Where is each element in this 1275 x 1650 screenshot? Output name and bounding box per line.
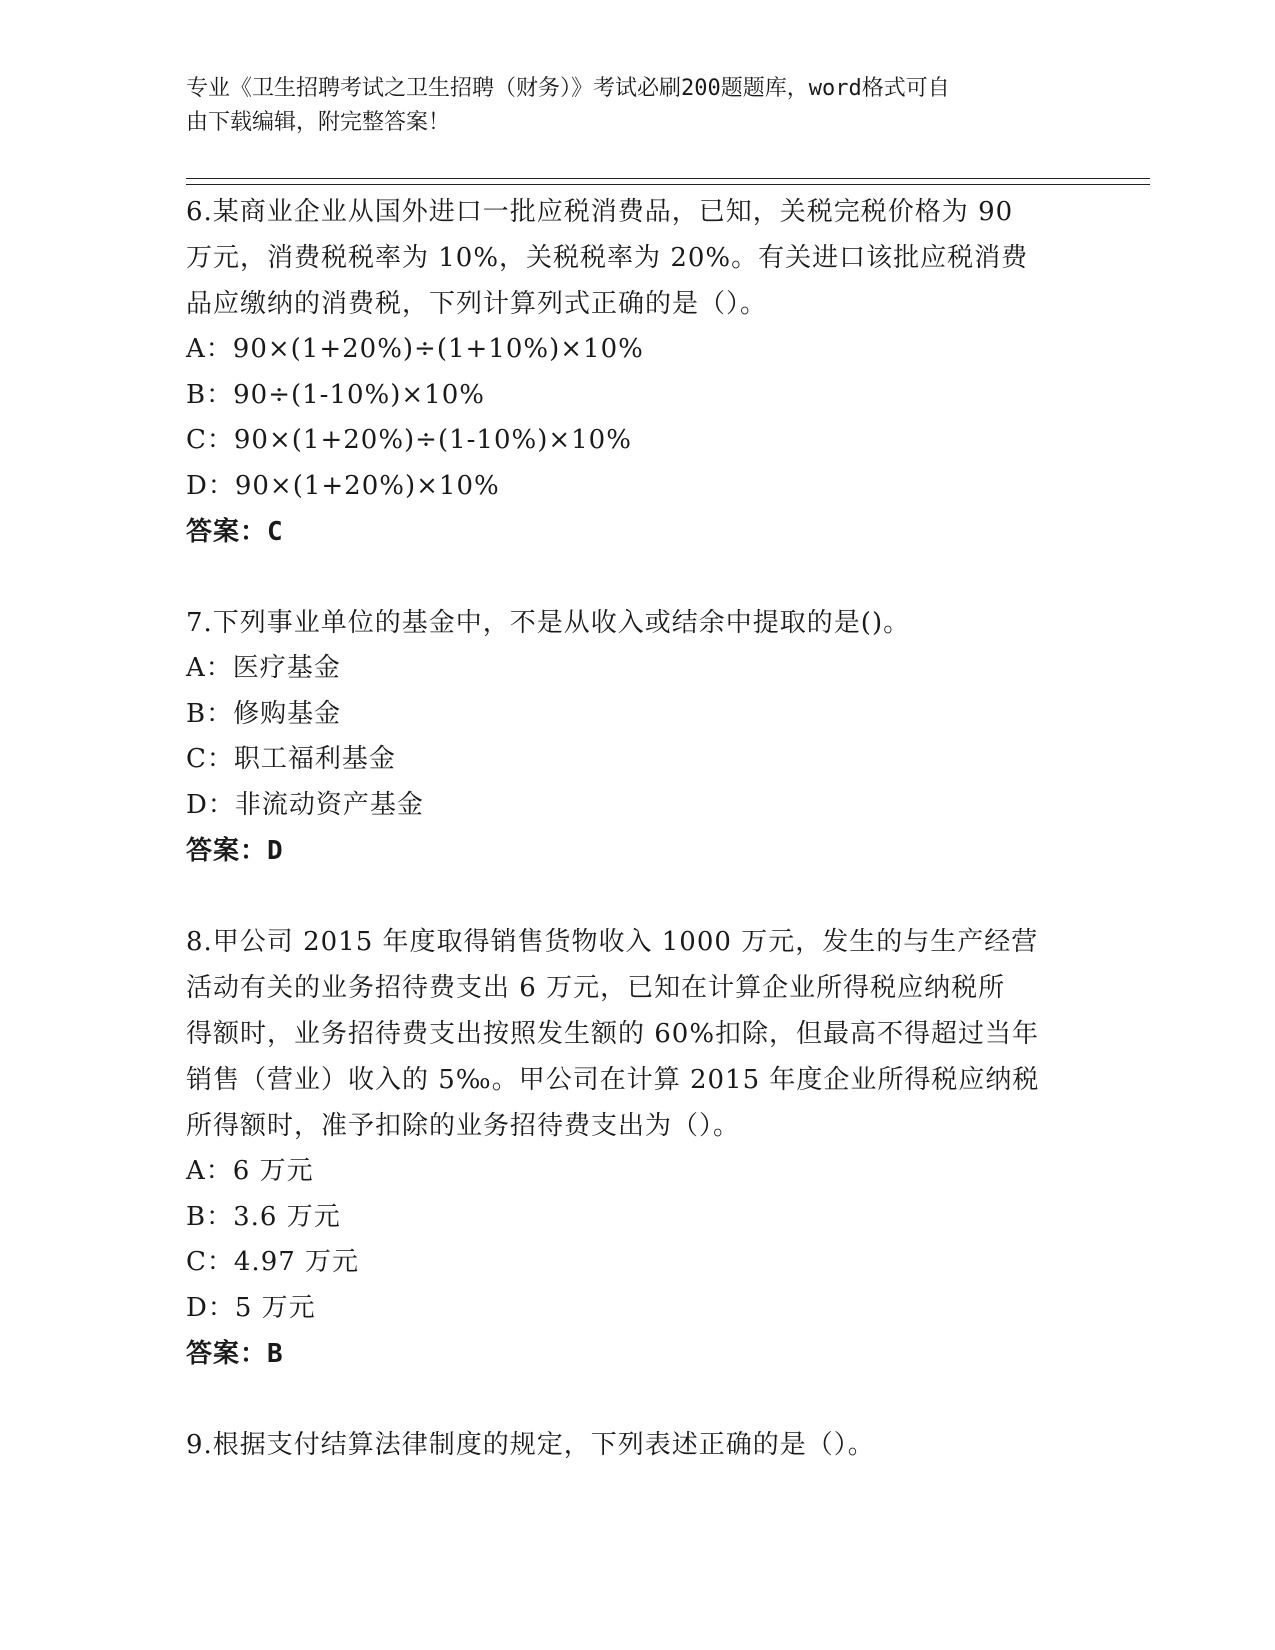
question-stem-line: 8.甲公司 2015 年度取得销售货物收入 1000 万元，发生的与生产经营 [186, 927, 1039, 957]
option-a: A：医疗基金 [186, 653, 341, 683]
question-spacer [186, 1377, 1086, 1422]
option-d: D：非流动资产基金 [186, 789, 424, 820]
header-divider-bottom [186, 184, 1150, 185]
question-stem-line: 7.下列事业单位的基金中，不是从收入或结余中提取的是()。 [186, 608, 911, 638]
question-list [186, 189, 1086, 1468]
question-stem-line: 万元，消费税税率为 10%，关税税率为 20%。有关进口该批应税消费 [186, 243, 1029, 273]
question-8 [186, 919, 1086, 1377]
question-stem-line: 6.某商业企业从国外进口一批应税消费品，已知，关税完税价格为 90 [186, 197, 1014, 227]
option-d: D：90×(1+20%)×10% [186, 470, 500, 501]
header-line-1: 专业《卫生招聘考试之卫生招聘（财务）》考试必刷200题题库，word格式可自 [186, 76, 950, 101]
answer-label: 答案：C [186, 517, 284, 547]
answer-label: 答案：B [186, 1339, 284, 1369]
header-divider-top [186, 178, 1150, 179]
answer-label: 答案：D [186, 836, 284, 866]
question-stem-line: 品应缴纳的消费税，下列计算列式正确的是（）。 [186, 289, 768, 319]
document-header [186, 72, 1066, 140]
option-c: C：职工福利基金 [186, 744, 396, 774]
question-6 [186, 189, 1086, 555]
question-spacer [186, 874, 1086, 919]
question-stem-line: 活动有关的业务招待费支出 6 万元，已知在计算企业所得税应纳税所 [186, 973, 1006, 1003]
option-b: B：90÷(1-10%)×10% [186, 379, 485, 410]
option-b: B：3.6 万元 [186, 1201, 341, 1232]
option-d: D：5 万元 [186, 1292, 316, 1323]
option-a: A：90×(1+20%)÷(1+10%)×10% [186, 334, 644, 364]
option-b: B：修购基金 [186, 698, 342, 729]
question-stem-line: 得额时，业务招待费支出按照发生额的 60%扣除，但最高不得超过当年 [186, 1019, 1040, 1049]
header-line-2: 由下载编辑，附完整答案！ [186, 110, 451, 135]
question-spacer [186, 555, 1086, 600]
option-a: A：6 万元 [186, 1156, 314, 1186]
question-stem-line: 9.根据支付结算法律制度的规定，下列表述正确的是（）。 [186, 1430, 875, 1460]
question-stem-line: 所得额时，准予扣除的业务招待费支出为（）。 [186, 1111, 741, 1141]
option-c: C：4.97 万元 [186, 1247, 360, 1277]
option-c: C：90×(1+20%)÷(1-10%)×10% [186, 425, 632, 455]
question-7 [186, 600, 1086, 874]
question-9 [186, 1422, 1086, 1468]
question-stem-line: 销售（营业）收入的 5‰。甲公司在计算 2015 年度企业所得税应纳税 [186, 1065, 1040, 1095]
